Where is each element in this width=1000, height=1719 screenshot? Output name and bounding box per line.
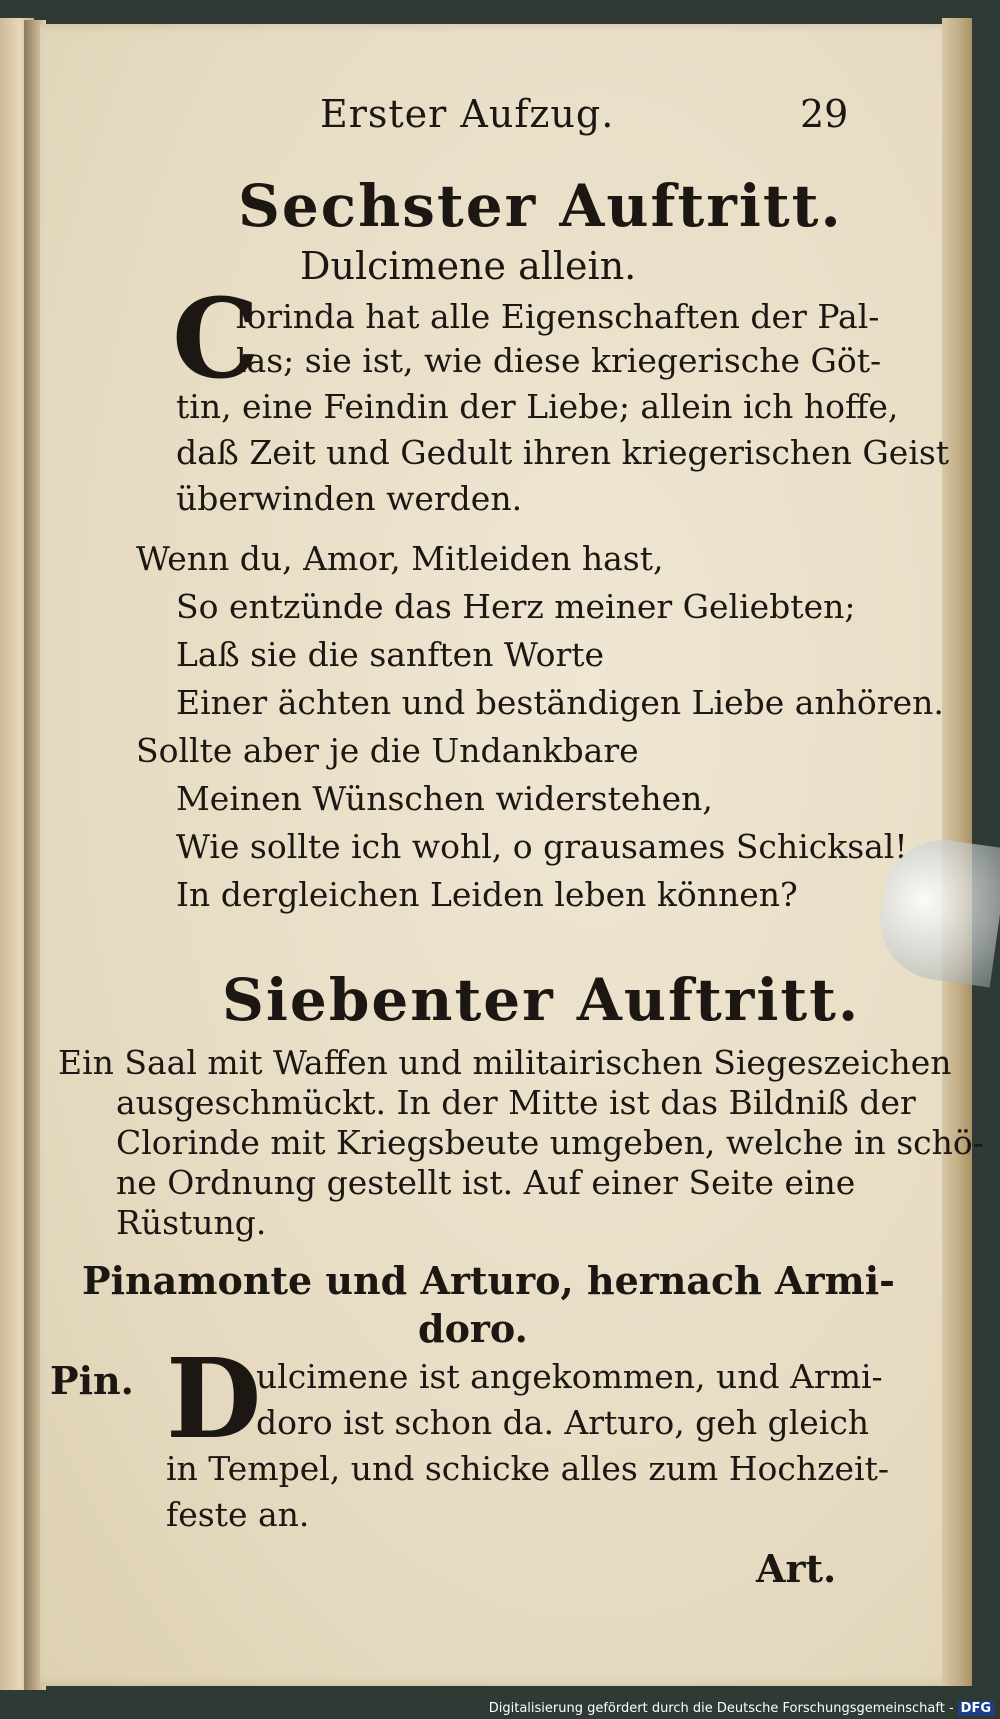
running-header: Erster Aufzug. [320, 92, 615, 136]
page-number: 29 [800, 92, 849, 136]
verse-line-2: So entzünde das Herz meiner Geliebten; [176, 587, 856, 626]
drop-cap-d: D [166, 1334, 262, 1463]
verse-line-7: Wie sollte ich wohl, o grausames Schicksal! [176, 827, 908, 866]
verse-line-6: Meinen Wünschen widerstehen, [176, 779, 713, 818]
prose-line-4: daß Zeit und Gedult ihren kriegerischen Geist [176, 433, 950, 472]
speech-line-1: ulcimene ist angekommen, und Armi- [256, 1357, 883, 1396]
scene-6-character: Dulcimene allein. [300, 244, 637, 288]
drop-cap-c: C [172, 274, 260, 403]
speech-line-3: in Tempel, und schicke alles zum Hochzeit- [166, 1449, 890, 1488]
prose-line-1: lorinda hat alle Eigenschaften der Pal- [236, 297, 880, 336]
verse-line-1: Wenn du, Amor, Mitleiden hast, [136, 539, 664, 578]
catchword: Art. [756, 1546, 837, 1591]
scene-7-title: Siebenter Auftritt. [222, 966, 861, 1034]
verse-line-8: In dergleichen Leiden leben können? [176, 875, 798, 914]
speaker-label: Pin. [50, 1358, 134, 1403]
scene-7-characters-line-1: Pinamonte und Arturo, hernach Armi- [82, 1258, 895, 1303]
prose-line-3: tin, eine Feindin der Liebe; allein ich hoffe, [176, 387, 899, 426]
stage-direction-line-3: Clorinde mit Kriegsbeute umgeben, welche in schö- [116, 1123, 984, 1162]
stage-direction-line-1: Ein Saal mit Waffen und militairischen Siegeszeichen [58, 1043, 952, 1082]
scene-7-characters-line-2: doro. [418, 1306, 528, 1351]
verse-line-5: Sollte aber je die Undankbare [136, 731, 639, 770]
stage-direction-line-4: ne Ordnung gestellt ist. Auf einer Seite eine [116, 1163, 856, 1202]
speech-line-2: doro ist schon da. Arturo, geh gleich [256, 1403, 870, 1442]
speech-line-4: feste an. [166, 1495, 310, 1534]
footer-text: Digitalisierung gefördert durch die Deutsche Forschungsgemeinschaft - [488, 1701, 954, 1716]
stage-direction-line-5: Rüstung. [116, 1203, 267, 1242]
dfg-logo: DFG [958, 1701, 994, 1716]
scene-6-title: Sechster Auftritt. [238, 172, 843, 240]
stage-direction-line-2: ausgeschmückt. In der Mitte ist das Bildniß der [116, 1083, 916, 1122]
prose-line-2: las; sie ist, wie diese kriegerische Göt- [236, 341, 882, 380]
verse-line-3: Laß sie die sanften Worte [176, 635, 605, 674]
digitization-footer [489, 1701, 994, 1716]
prose-line-5: überwinden werden. [176, 479, 523, 518]
verse-line-4: Einer ächten und beständigen Liebe anhören. [176, 683, 944, 722]
